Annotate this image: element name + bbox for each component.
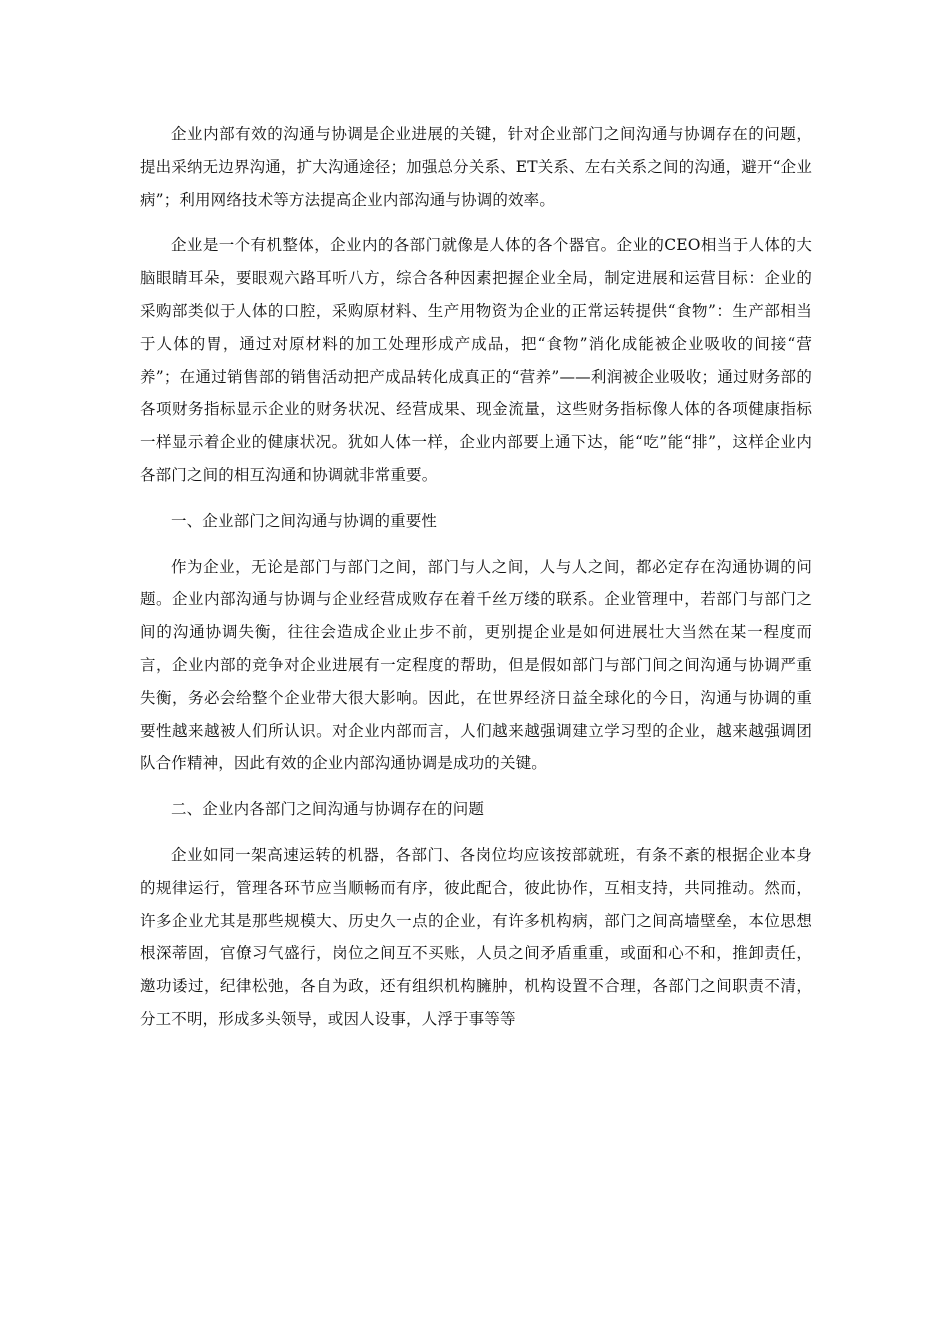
body-paragraph-importance: 作为企业，无论是部门与部门之间，部门与人之间，人与人之间，都必定存在沟通协调的问题。企业内部沟通与协调与企业经营成败存在着千丝万缕的联系。企业管理中，若部门与部门之间的沟通协调失衡，往往会造成企业止步不前，更别提企业是如何进展壮大当然在某一程度而言，企业内部的竞争对企业进展有一定程度的帮助，但是假如部门与部门间之间沟通与协调严重失衡，务必会给整个企业带大很大影响。因此，在世界经济日益全球化的今日，沟通与协调的重要性越来越被人们所认识。对企业内部而言，人们越来越强调建立学习型的企业，越来越强调团队合作精神，因此有效的企业内部沟通协调是成功的关键。 (140, 557, 812, 773)
document-body (140, 118, 812, 1049)
section-heading-problems: 二、企业内各部门之间沟通与协调存在的问题 (171, 800, 485, 819)
intro-paragraph: 企业内部有效的沟通与协调是企业进展的关键，针对企业部门之间沟通与协调存在的问题，提出采纳无边界沟通，扩大沟通途径；加强总分关系、ET关系、左右关系之间的沟通，避开“企业病”；利用网络技术等方法提高企业内部沟通与协调的效率。 (140, 125, 812, 209)
body-paragraph-problems: 企业如同一架高速运转的机器，各部门、各岗位均应该按部就班，有条不紊的根据企业本身的规律运行，管理各环节应当顺畅而有序，彼此配合，彼此协作，互相支持，共同推动。然而，许多企业尤其是那些规模大、历史久一点的企业，有许多机构病，部门之间高墙壁垒，本位思想根深蒂固，官僚习气盛行，岗位之间互不买账，人员之间矛盾重重，或面和心不和，推卸责任，邀功诿过，纪律松弛，各自为政，还有组织机构臃肿，机构设置不合理，各部门之间职责不清，分工不明，形成多头领导，或因人设事，人浮于事等等 (140, 845, 812, 1028)
body-paragraph-organism: 企业是一个有机整体，企业内的各部门就像是人体的各个器官。企业的CEO相当于人体的大脑眼睛耳朵，要眼观六路耳听八方，综合各种因素把握企业全局，制定进展和运营目标：企业的采购部类似于人体的口腔，采购原材料、生产用物资为企业的正常运转提供“食物”：生产部相当于人体的胃，通过对原材料的加工处理形成产成品，把“食物”消化成能被企业吸收的间接“营养”；在通过销售部的销售活动把产成品转化成真正的“营养”——利润被企业吸收；通过财务部的各项财务指标显示企业的财务状况、经营成果、现金流量，这些财务指标像人体的各项健康指标一样显示着企业的健康状况。犹如人体一样，企业内部要上通下达，能“吃”能“排”，这样企业内各部门之间的相互沟通和协调就非常重要。 (140, 236, 812, 484)
section-heading-importance: 一、企业部门之间沟通与协调的重要性 (171, 511, 438, 530)
